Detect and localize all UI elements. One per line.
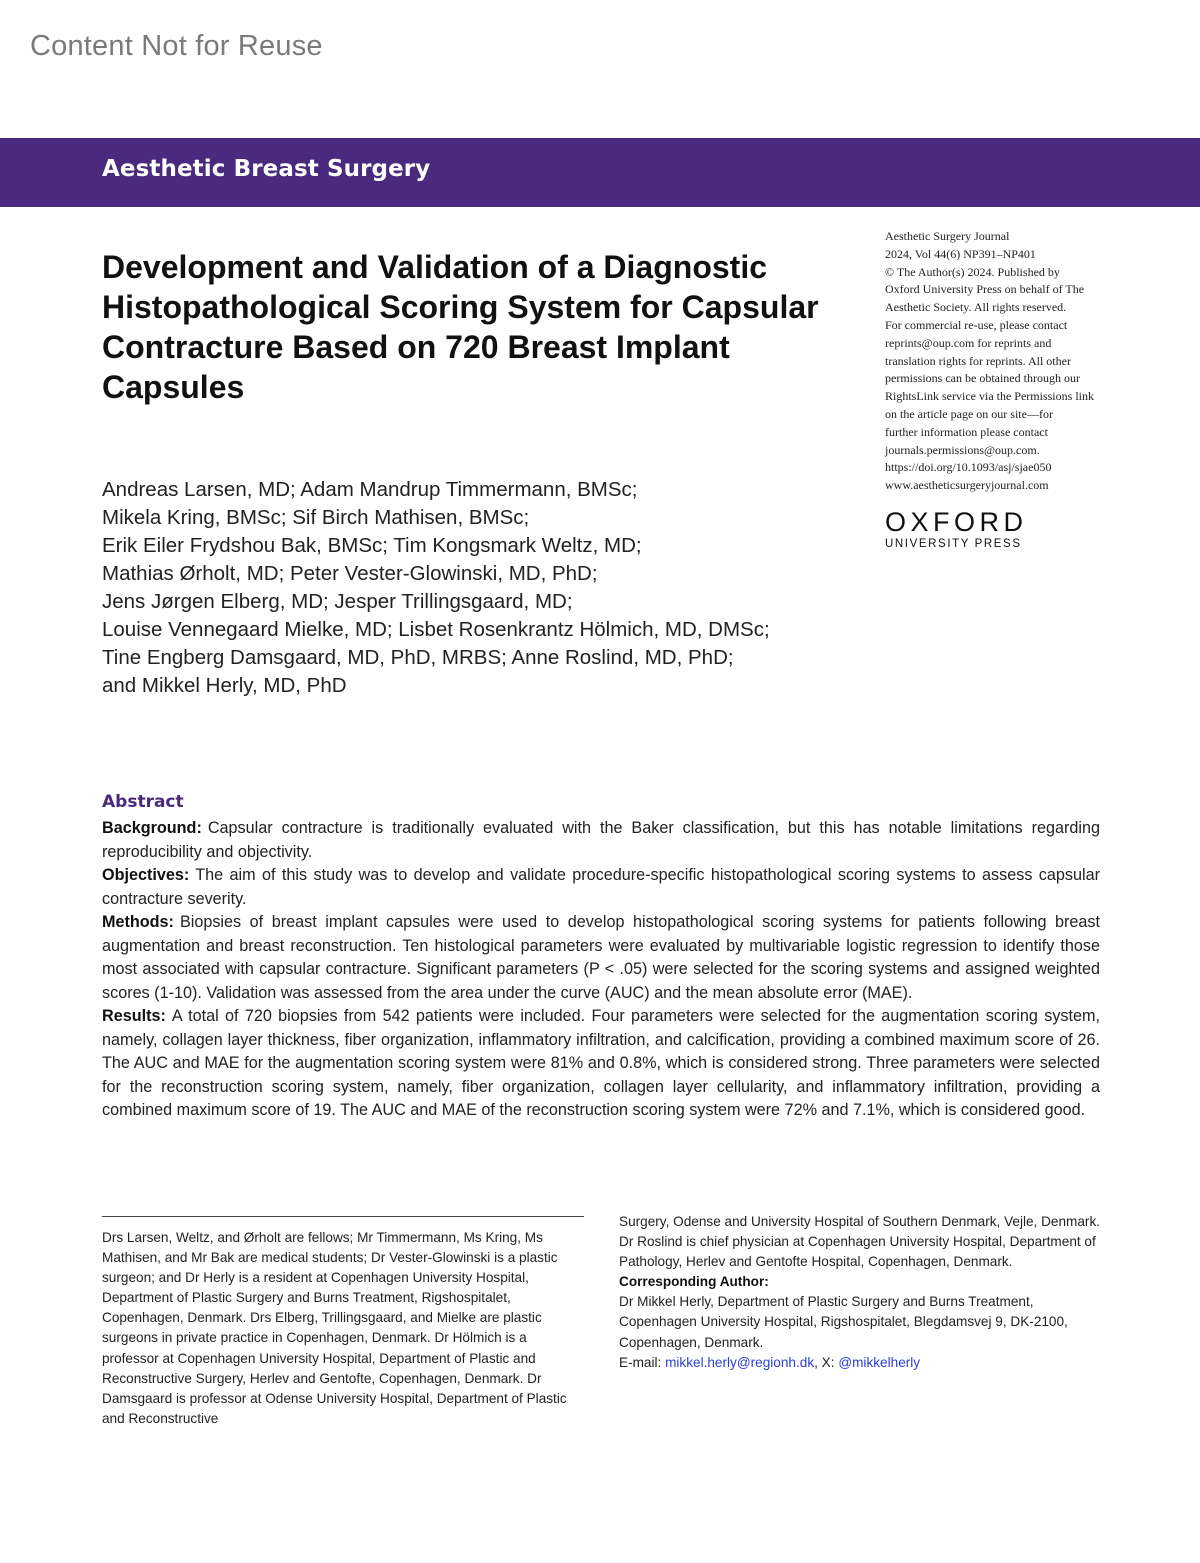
pub-line: Oxford University Press on behalf of The [885, 282, 1085, 297]
author-line: Louise Vennegaard Mielke, MD; Lisbet Rosenkrantz Hölmich, MD, DMSc; [102, 618, 770, 641]
author-line: Tine Engberg Damsgaard, MD, PhD, MRBS; Anne Roslind, MD, PhD; [102, 646, 734, 669]
abstract-label: Background: [102, 819, 202, 837]
abstract-background [102, 817, 1100, 864]
author-line: Andreas Larsen, MD; Adam Mandrup Timmermann, BMSc; [102, 478, 638, 501]
abstract-text: A total of 720 biopsies from 542 patients were included. Four parameters were selected for the augmentation scoring system, namely, collagen layer thickness, fiber organization, inflammatory infiltration, and calcification, providing a combined maximum score of 26. The AUC and MAE for the augmentation scoring system were 81% and 0.8%, which is considered strong. Three parameters were selected for the reconstruction scoring system, namely, fiber organization, collagen layer cellularity, and inflammatory infiltration, providing a combined maximum score of 19. The AUC and MAE of the reconstruction scoring system were 72% and 7.1%, which is considered good. [102, 1007, 1100, 1119]
footnote-text: Surgery, Odense and University Hospital of Southern Denmark, Vejle, Denmark. Dr Roslind is chief physician at Copenhagen University Hospital, Department of Pathology, Herlev and Gentofte Hospital, Copenhagen, Denmark. [619, 1214, 1101, 1270]
logo-sub-text: UNIVERSITY PRESS [885, 538, 1022, 550]
footnote-text: Drs Larsen, Weltz, and Ørholt are fellows; Mr Timmermann, Ms Kring, Ms Mathisen, and Mr Bak are medical students; Dr Vester-Glowinski is a plastic surgeon; and Dr Herly is a resident at Copenhagen University Hospital, Department of Plastic Surgery and Burns Treatment, Rigshospitalet, Copenhagen, Denmark. Drs Elberg, Trillingsgaard, and Mielke are plastic surgeons in private practice in Copenhagen, Denmark. Dr Hölmich is a professor at Copenhagen University Hospital, Department of Plastic and Reconstructive Surgery, Herlev and Gentofte, Copenhagen, Denmark. Dr Damsgaard is professor at Odense University Hospital, Department of Plastic and Reconstructive [102, 1230, 567, 1426]
pub-line: on the article page on our site—for [885, 406, 1053, 421]
watermark: Content Not for Reuse [30, 30, 323, 62]
abstract-text: Capsular contracture is traditionally evaluated with the Baker classification, but this has notable limitations regarding reproducibility and objectivity. [102, 819, 1100, 861]
email-link[interactable]: mikkel.herly@regionh.dk [665, 1354, 815, 1370]
journal-website-link[interactable]: www.aestheticsurgeryjournal.com [885, 478, 1049, 493]
author-line: Erik Eiler Frydshou Bak, BMSc; Tim Kongsmark Weltz, MD; [102, 534, 642, 557]
contact-line [619, 1353, 1101, 1373]
pub-line: For commercial re-use, please contact [885, 317, 1068, 332]
pub-line: Aesthetic Surgery Journal [885, 229, 1010, 243]
section-title: Aesthetic Breast Surgery [102, 156, 431, 182]
author-list [102, 476, 882, 700]
footnote-divider [102, 1216, 584, 1217]
abstract-objectives [102, 864, 1100, 911]
author-line: and Mikkel Herly, MD, PhD [102, 674, 347, 697]
abstract-text: The aim of this study was to develop and validate procedure-specific histopathological scoring systems to assess capsular contracture severity. [102, 866, 1100, 908]
x-handle-link[interactable]: @mikkelherly [838, 1354, 921, 1370]
pub-line: RightsLink service via the Permissions link [885, 389, 1094, 404]
x-label: , X: [814, 1354, 835, 1370]
pub-line: © The Author(s) 2024. Published by [885, 264, 1060, 279]
footnote-affiliations-right [619, 1212, 1101, 1373]
doi-link[interactable]: https://doi.org/10.1093/asj/sjae050 [885, 460, 1052, 475]
email-label: E-mail: [619, 1354, 662, 1370]
abstract-label: Results: [102, 1007, 166, 1025]
footnote-affiliations-left [102, 1228, 584, 1429]
abstract-methods [102, 911, 1100, 1005]
abstract-results [102, 1005, 1100, 1123]
pub-line: translation rights for reprints. All other [885, 353, 1071, 368]
abstract-body [102, 817, 1100, 1123]
author-line: Mikela Kring, BMSc; Sif Birch Mathisen, BMSc; [102, 506, 530, 529]
abstract-text: Biopsies of breast implant capsules were used to develop histopathological scoring systems for patients following breast augmentation and breast reconstruction. Ten histological parameters were evaluated by multivariable logistic regression to identify those most associated with capsular contracture. Significant parameters (P < .05) were selected for the scoring systems and assigned weighted scores (1-10). Validation was assessed from the area under the curve (AUC) and the mean absolute error (MAE). [102, 913, 1100, 1002]
corresponding-author-text: Dr Mikkel Herly, Department of Plastic Surgery and Burns Treatment, Copenhagen University Hospital, Rigshospitalet, Blegdamsvej 9, DK-2100, Copenhagen, Denmark. [619, 1294, 1068, 1350]
pub-line: Aesthetic Society. All rights reserved. [885, 300, 1067, 315]
abstract-label: Objectives: [102, 866, 190, 884]
pub-line: reprints@oup.com for reprints and [885, 335, 1052, 350]
pub-line: 2024, Vol 44(6) NP391–NP401 [885, 246, 1036, 261]
pub-line: permissions can be obtained through our [885, 371, 1080, 386]
pub-line: further information please contact [885, 424, 1048, 439]
article-title: Development and Validation of a Diagnostic Histopathological Scoring System for Capsular Contracture Based on 720 Breast Implant Capsules [102, 249, 819, 405]
section-banner [0, 138, 1200, 207]
abstract-heading: Abstract [102, 792, 184, 812]
author-line: Jens Jørgen Elberg, MD; Jesper Trillingsgaard, MD; [102, 590, 573, 613]
abstract-label: Methods: [102, 913, 174, 931]
pub-line: journals.permissions@oup.com. [885, 442, 1040, 457]
logo-main-text: OXFORD [885, 507, 1028, 537]
publication-info [885, 228, 1110, 495]
oxford-university-press-logo [885, 507, 1055, 550]
corresponding-author-label: Corresponding Author: [619, 1274, 769, 1290]
author-line: Mathias Ørholt, MD; Peter Vester-Glowinski, MD, PhD; [102, 562, 598, 585]
